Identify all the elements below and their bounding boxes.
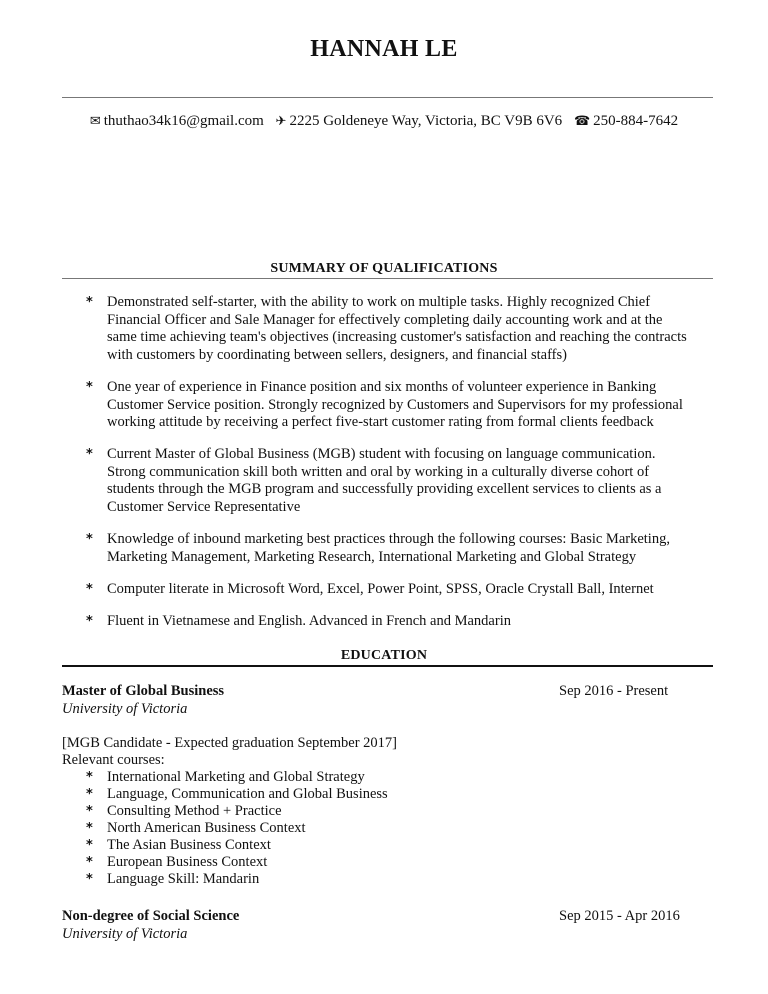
summary-line: same time achieving team's objectives (increasing customer's satisfaction and reaching the contracts xyxy=(107,329,687,345)
summary-divider xyxy=(62,278,713,279)
degree-title: Non-degree of Social Science xyxy=(62,908,240,924)
summary-item xyxy=(86,613,726,631)
school-name: University of Victoria xyxy=(62,926,188,942)
bullet-star: * xyxy=(86,614,93,629)
degree-dates: Sep 2016 - Present xyxy=(559,683,669,699)
bullet-star: * xyxy=(86,295,93,310)
education-title: EDUCATION xyxy=(340,648,428,663)
course-item xyxy=(86,820,306,837)
course-item xyxy=(86,854,267,871)
degree-title: Master of Global Business xyxy=(62,683,225,699)
summary-line: Customer Service Representative xyxy=(107,498,301,515)
summary-line: students through the MGB program and successfully providing excellent services to clients as a xyxy=(107,481,662,497)
course-item xyxy=(86,837,271,854)
degree-dates: Sep 2015 - Apr 2016 xyxy=(559,908,680,924)
course-item xyxy=(86,803,282,820)
summary-line: Knowledge of inbound marketing best practices through the following courses: Basic Marketing, xyxy=(107,531,670,547)
contact-line xyxy=(0,113,768,130)
school-name: University of Victoria xyxy=(62,701,188,717)
course-text: Language Skill: Mandarin xyxy=(107,871,260,887)
email-text: thuthao34k16@gmail.com xyxy=(103,113,264,129)
summary-item xyxy=(86,581,726,599)
airplane-icon: ✈ xyxy=(275,114,287,129)
summary-line: Current Master of Global Business (MGB) student with focusing on language communication. xyxy=(107,446,656,462)
summary-item xyxy=(86,379,726,432)
bullet-star: * xyxy=(86,872,93,887)
summary-item xyxy=(86,531,726,566)
course-text: International Marketing and Global Strategy xyxy=(107,769,365,785)
bullet-star: * xyxy=(86,380,93,395)
bullet-star: * xyxy=(86,855,93,870)
course-item xyxy=(86,871,259,888)
email-item[interactable] xyxy=(90,113,264,130)
education-entry-header xyxy=(62,907,713,925)
bullet-star: * xyxy=(86,838,93,853)
course-text: North American Business Context xyxy=(107,820,306,836)
header-divider xyxy=(62,97,713,98)
telephone-icon: ☎ xyxy=(573,114,591,129)
course-item xyxy=(86,786,388,803)
address-item xyxy=(276,113,563,130)
bullet-star: * xyxy=(86,821,93,836)
summary-line: Fluent in Vietnamese and English. Advanced in French and Mandarin xyxy=(107,613,511,629)
degree-note: [MGB Candidate - Expected graduation September 2017] xyxy=(62,735,398,751)
summary-line: Customer Service position. Strongly recognized by Customers and Supervisors for my professional xyxy=(107,396,683,413)
course-text: European Business Context xyxy=(107,854,268,870)
envelope-icon: ✉ xyxy=(89,114,101,129)
summary-item xyxy=(86,294,726,364)
bullet-star: * xyxy=(86,804,93,819)
address-text: 2225 Goldeneye Way, Victoria, BC V9B 6V6 xyxy=(289,113,563,129)
summary-line: working attitude by receiving a perfect five-start customer rating from formal clients feedback xyxy=(107,414,654,430)
candidate-name: HANNAH LE xyxy=(310,36,458,62)
education-entry-header xyxy=(62,682,713,700)
courses-label: Relevant courses: xyxy=(62,752,165,768)
summary-line: Strong communication skill both written and oral by working in a culturally diverse cohort of xyxy=(107,463,650,480)
summary-title: SUMMARY OF QUALIFICATIONS xyxy=(270,261,498,276)
course-text: The Asian Business Context xyxy=(107,837,271,853)
summary-line: One year of experience in Finance position and six months of volunteer experience in Banking xyxy=(107,379,657,395)
summary-line: Computer literate in Microsoft Word, Excel, Power Point, SPSS, Oracle Crystall Ball, Internet xyxy=(107,581,654,597)
summary-line: Demonstrated self-starter, with the ability to work on multiple tasks. Highly recognized Chief xyxy=(107,294,651,310)
summary-item xyxy=(86,446,726,516)
bullet-star: * xyxy=(86,582,93,597)
bullet-star: * xyxy=(86,447,93,462)
summary-line: Financial Officer and Sale Manager for effectively completing daily accounting work and at the xyxy=(107,311,663,328)
course-item xyxy=(86,769,365,786)
bullet-star: * xyxy=(86,770,93,785)
course-text: Consulting Method + Practice xyxy=(107,803,282,819)
phone-item[interactable] xyxy=(574,113,678,130)
phone-text: 250-884-7642 xyxy=(593,113,679,129)
summary-line: Marketing Management, Marketing Research, International Marketing and Global Strategy xyxy=(107,548,637,565)
bullet-star: * xyxy=(86,787,93,802)
summary-line: with customers by coordinating between sellers, designers, and financial staffs) xyxy=(107,346,567,363)
course-text: Language, Communication and Global Business xyxy=(107,786,388,802)
education-divider xyxy=(62,665,713,667)
bullet-star: * xyxy=(86,532,93,547)
